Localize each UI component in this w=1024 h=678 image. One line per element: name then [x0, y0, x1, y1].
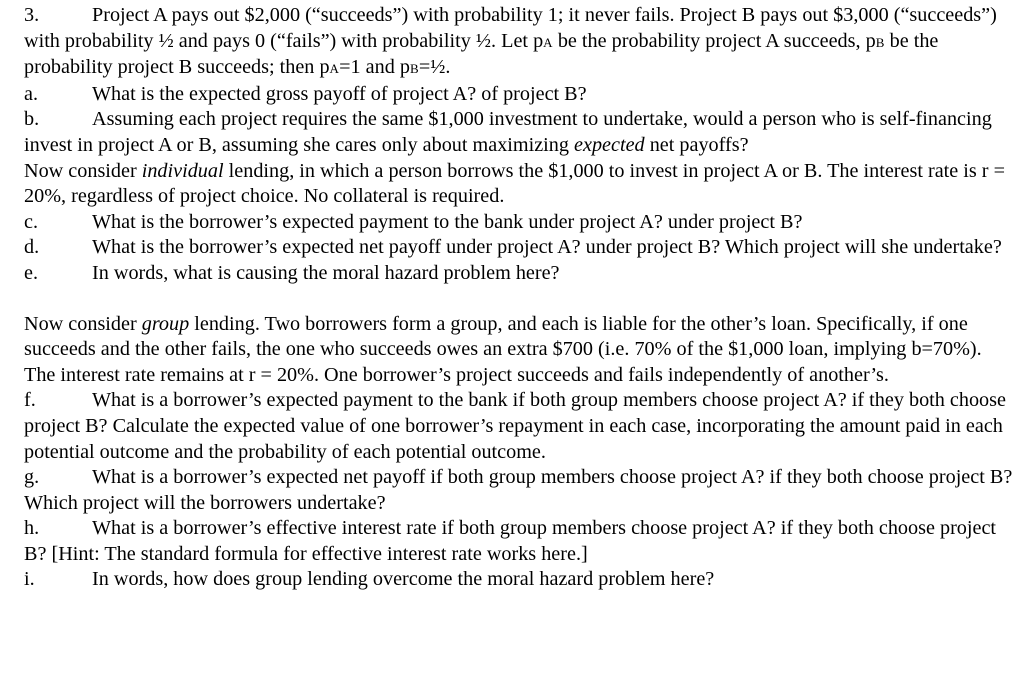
individual-text-1: Now consider — [24, 159, 142, 182]
part-c-text: What is the borrower’s expected payment to the bank under project A? under project B? — [92, 210, 803, 233]
part-b-text-1: Assuming each project requires the same $1,000 investment to undertake, would a person who is self-financing invest in project A or B, assuming she cares only about maximizing — [24, 108, 992, 156]
subscript-b-1: B — [875, 34, 885, 50]
part-i — [24, 567, 1014, 593]
part-b-emphasis: expected — [574, 133, 645, 156]
part-d-text: What is the borrower’s expected net payoff under project A? under project B? Which project will she undertake? — [92, 236, 1002, 259]
problem-number: 3. — [24, 4, 40, 26]
individual-emphasis: individual — [141, 159, 224, 182]
part-b — [24, 107, 1014, 158]
group-emphasis: group — [141, 312, 190, 335]
intro-text-d: =1 and p — [339, 56, 410, 79]
part-c-label: c. — [24, 210, 39, 233]
paragraph-gap — [24, 287, 1014, 312]
part-h-text: What is a borrower’s effective interest rate if both group members choose project A? if they both choose project B? [Hint: The standard formula for effective interest rate works here.] — [24, 517, 997, 565]
intro-text-a: Project A pays out $2,000 (“succeeds”) with probability 1; it never fails. Project B pays out $3,000 (“succeeds”) with probability ½ and pays 0 (“fails”) with probability ½. Let p — [24, 4, 997, 52]
part-a-text: What is the expected gross payoff of project A? of project B? — [92, 82, 587, 105]
group-text-2: lending. Two borrowers form a group, and each is liable for the other’s loan. Specifically, if one succeeds and the other fails, the one who succeeds owes an extra $700 (i.e. 70% of the $1,000 loan, implying b=70%). The interest rate remains at r = 20%. One borrower’s project succeeds and fails independently of another’s. — [24, 312, 982, 386]
part-f-text: What is a borrower’s expected payment to the bank if both group members choose project A? if they both choose project B? Calculate the expected value of one borrower’s repayment in each case, incorporating the amount paid in each potential outcome and the probability of each potential outcome. — [24, 389, 1006, 463]
problem-document — [24, 3, 1014, 593]
subscript-a-1: A — [543, 34, 553, 50]
part-d — [24, 235, 1014, 261]
part-a-label: a. — [24, 82, 39, 105]
group-lending-paragraph — [24, 312, 1014, 389]
part-h — [24, 516, 1014, 567]
individual-lending-paragraph — [24, 159, 1014, 210]
subscript-a-2: A — [329, 61, 340, 77]
part-g-text: What is a borrower’s expected net payoff if both group members choose project A? if they both choose project B? Which project will the borrowers undertake? — [24, 466, 1013, 514]
part-h-label: h. — [24, 517, 40, 540]
part-a — [24, 82, 1014, 108]
part-e-label: e. — [24, 261, 39, 284]
part-i-label: i. — [24, 568, 35, 591]
intro-text-b: be the probability project A succeeds, p — [552, 29, 876, 52]
part-c — [24, 210, 1014, 236]
part-b-label: b. — [24, 108, 40, 131]
individual-text-2: lending, in which a person borrows the $1,000 to invest in project A or B. The interest rate is r = 20%, regardless of project choice. No collateral is required. — [24, 159, 1005, 208]
part-d-label: d. — [24, 236, 40, 259]
part-f — [24, 388, 1014, 465]
group-text-1: Now consider — [24, 312, 142, 335]
part-e — [24, 261, 1014, 287]
part-e-text: In words, what is causing the moral hazard problem here? — [92, 261, 560, 284]
intro-text-c: be the probability project B succeeds; then p — [24, 29, 939, 79]
subscript-b-2: B — [409, 61, 419, 77]
part-f-label: f. — [24, 389, 36, 412]
intro-text-e: =½. — [418, 56, 451, 79]
problem-intro — [24, 3, 1014, 82]
part-i-text: In words, how does group lending overcome the moral hazard problem here? — [92, 568, 715, 591]
part-b-text-2: net payoffs? — [644, 133, 749, 156]
part-g — [24, 465, 1014, 516]
part-g-label: g. — [24, 466, 40, 489]
